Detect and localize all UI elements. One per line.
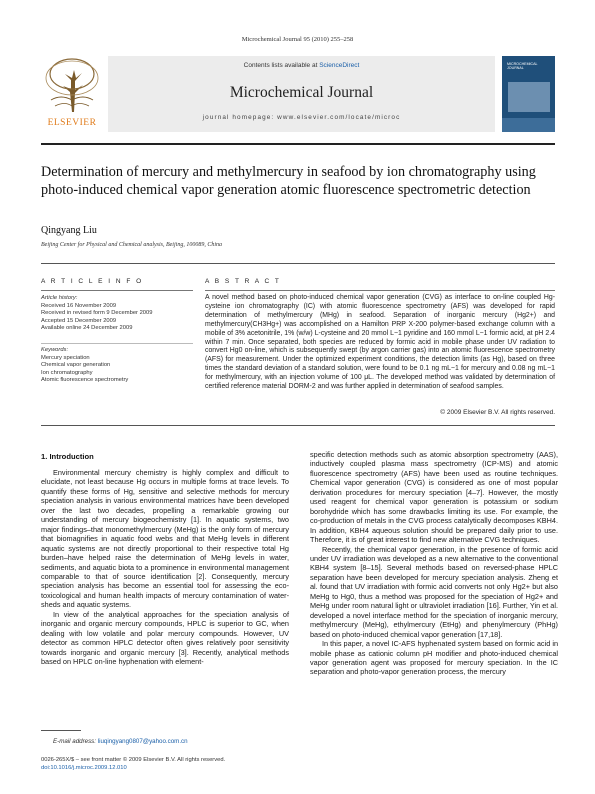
journal-cover-thumbnail (502, 56, 555, 132)
issn-line: 0026-265X/$ – see front matter © 2009 Elsevier B.V. All rights reserved. (41, 757, 226, 763)
doi-link[interactable]: doi:10.1016/j.microc.2009.12.010 (41, 765, 127, 771)
article-info-heading: A R T I C L E I N F O (41, 278, 144, 285)
paragraph: In this paper, a novel IC-AFS hyphenated system based on formic acid in mobile phase as cationic column pH modifier and photo-induced chemical vapor generation agent was proposed for mercury speciation. In the IC separation and photo-vapor generation process, the mercury (310, 639, 558, 677)
paragraph: Environmental mercury chemistry is highly complex and difficult to elucidate, not least because Hg occurs in multiple forms at trace levels. To quantify these forms of Hg, sensitive and selective methods for mercury speciation analysis in various environmental matrices have been developed over the last two decades, propelling a remarkable growing our understanding of mercury biogeochemistry [1]. In aquatic systems, two major findings–that monomethylmercury (MeHg) is the only form of mercury that biomagnifies in aquatic food webs and that MeHg levels in different aquatic systems are not directly proportional to their respective total Hg burden–have helped raise the determination of MeHg levels in water, sediments, and aquatic biota to a prominence in environmental management comparable to that of source identification [2]. Consequently, mercury speciation analysis has become an essential tool for assessing the eco-toxicological and human health impacts of mercury contamination of water-sheds and aquatic systems. (41, 468, 289, 610)
journal-homepage[interactable]: journal homepage: www.elsevier.com/locate/microc (202, 114, 401, 121)
paragraph: specific detection methods such as atomic absorption spectrometry (AAS), inductively coupled plasma mass spectrometry (ICP-MS) and atomic fluorescence spectrometry (AFS) have been used as routine techniques. Chemical vapor generation (CVG) is considered as one of most popular derivation procedures for mercury speciation [4–7]. However, the mostly used reagent for chemical vapor generation is potassium or sodium borohydride which has some drawbacks limiting its use. For example, the co-production of metals in the CVG process catalytically decomposes KBH4. In addition, KBH4 aqueous solution should be prepared daily prior to use. Therefore, it is of great interest to find new alternative CVG techniques. (310, 450, 558, 545)
header-rule (41, 143, 555, 145)
article-title: Determination of mercury and methylmercury in seafood by ion chromatography using photo-induced chemical vapor generation atomic fluorescence spectrometric detection (41, 164, 536, 198)
history-label: Article history: (41, 295, 78, 301)
right-column (310, 450, 558, 677)
abstract-rule (205, 290, 555, 291)
history-item: Received 16 November 2009 (41, 302, 117, 309)
cover-title: MICROCHEMICAL JOURNAL (507, 62, 538, 71)
keyword-item: Chemical vapor generation (41, 362, 111, 369)
title-rule (41, 263, 555, 264)
journal-name: Microchemical Journal (229, 84, 374, 101)
copyright: © 2009 Elsevier B.V. All rights reserved. (440, 409, 555, 416)
author-email (53, 738, 188, 745)
paragraph: Recently, the chemical vapor generation, in the presence of formic acid under UV irradiation was developed as a new alternative to the conventional KBH4 system [8–15]. Several methods based on reversed-phase HPLC separation have been developed for mercury speciation analysis. Zheng et al. found that UV irradiation with formic acid converts not only Hg2+ but also MeHg to Hg0, thus a method was proposed for the speciation of Hg2+ and MeHg under room natural light or ultraviolet irradiation [16]. Further, Yin et al. developed a novel interface method for the speciation of inorganic mercury, methylmercury (MeHg), ethylmercury (EtHg) and phenylmercury (PhHg) based on photo-induced chemical vapor generation [17,18]. (310, 544, 558, 639)
email-label: E-mail address: (53, 738, 96, 745)
author-name: Qingyang Liu (41, 225, 97, 236)
keyword-item: Ion chromatography (41, 369, 93, 376)
article-history (41, 295, 201, 333)
abstract-bottom-rule (41, 425, 555, 426)
section-heading: 1. Introduction (41, 452, 94, 461)
contents-line (108, 62, 495, 69)
cover-image (508, 82, 550, 112)
contents-prefix: Contents lists available at (243, 62, 318, 69)
left-column (41, 468, 289, 667)
keywords-label: Keywords: (41, 347, 69, 353)
elsevier-tree-icon (41, 56, 103, 114)
footnote-rule (41, 730, 81, 731)
abstract-heading: A B S T R A C T (205, 278, 281, 285)
email-link[interactable]: liuqingyang0807@yahoo.com.cn (97, 738, 188, 745)
paragraph: In view of the analytical approaches for the speciation analysis of inorganic and organic mercury compounds, HPLC is superior to GC, when dealing with low volatile and polar mercury compounds. However, UV detector as common HPLC detector often gives relatively poor sensitivity towards inorganic and organic mercury [3]. Recently, analytical methods based on HPLC on-line hyphenation with element- (41, 609, 289, 667)
issn-block (41, 756, 225, 772)
running-head: Microchemical Journal 95 (2010) 255–258 (241, 36, 354, 43)
abstract-text: A novel method based on photo-induced chemical vapor generation (CVG) as interface to on-line coupled Hg-cysteine ion chromatography (IC) with atomic fluorescence spectrometry (AFS) was developed for rapid determination of methylmercury (MHg) in seafood. Separation of inorganic mercury (Hg2+) and methylmercury(CH3Hg+) was accomplished on a Hamilton PRP X-200 polymer-based exchange column with a mobile of 3% acetonitrile, 1% (w/w) L-cysteine and 20 mmol L−1 pyridine and 160 mmol L−1 formic acid, at pH 2.4 within 7 min. Once separated, both species are reduced by formic acid in mobile phase under UV radiation to convert Hg0 on-line, which is subsequently swept (by argon carrier gas) into an atomic fluorescence spectrometry (AFS) for measurement. Under the optimized experiment conditions, the detection limits (as Hg), based on three times the standard deviation of a standard solution, were found to be 0.1 ng mL−1 for mercury and 0.08 ng mL−1 for methylmercury, with an injection volume of 100 μL. The developed method was validated by determination of certified reference material DORM-2 and was further applied in determination of seafood samples. (205, 294, 555, 391)
history-item: Accepted 15 December 2009 (41, 317, 117, 324)
keywords-block (41, 347, 201, 385)
history-item: Received in revised form 9 December 2009 (41, 310, 153, 317)
keyword-item: Mercury speciation (41, 354, 90, 361)
elsevier-wordmark: ELSEVIER (47, 118, 97, 128)
keywords-rule (41, 343, 193, 344)
cover-band (502, 118, 555, 132)
author-affiliation: Beijing Center for Physical and Chemical analysis, Beijing, 100089, China (41, 242, 222, 248)
elsevier-logo (41, 56, 103, 132)
sciencedirect-link[interactable]: ScienceDirect (319, 62, 360, 69)
keyword-item: Atomic fluorescence spectrometry (41, 377, 129, 384)
article-info-rule (41, 290, 193, 291)
history-item: Available online 24 December 2009 (41, 325, 133, 332)
